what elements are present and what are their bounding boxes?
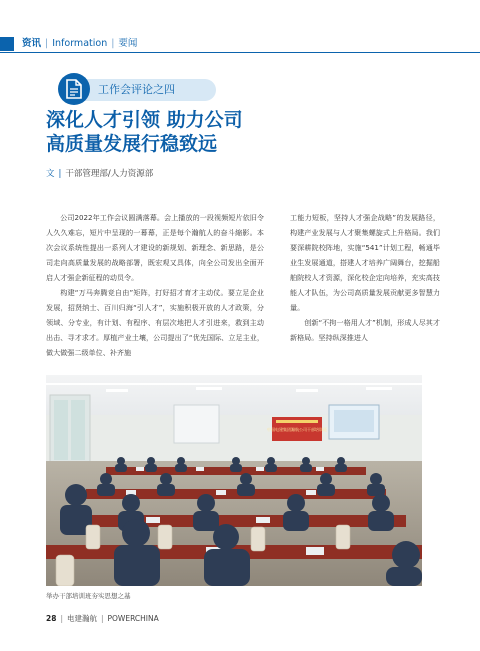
series-badge xyxy=(66,79,216,101)
page-footer xyxy=(46,613,159,625)
title-line-2: 高质量发展行稳致远 xyxy=(46,133,218,155)
photo-caption: 举办干部培训班夯实思想之基 xyxy=(46,592,131,600)
paragraph: 创新“不拘一格用人才”机制，形成人尽其才新格局。坚持纵深推进人 xyxy=(290,318,440,342)
category-name[interactable]: 要闻 xyxy=(118,38,138,49)
article-column-left xyxy=(46,210,264,360)
author-line xyxy=(46,168,153,180)
section-name[interactable]: 资讯 xyxy=(22,38,42,49)
page-number: 28 xyxy=(46,614,57,623)
paragraph: 构建“万马奔腾竞自由”矩阵，打好招才育才主动仗。要立足企业发展，招贤纳士、百川归海“引人才”，实施积极开放的人才政策，分领域、分专业，有计划、有程序、有层次地把人才引进来，救到主动出击、寻才求才。厚植产业土壤，公司提出了“优先国际、立足主业，做大做强二级单位、补齐施 xyxy=(46,288,264,357)
author-name: 干部管理部/人力资源部 xyxy=(65,169,154,179)
breadcrumb-separator: | xyxy=(111,38,115,49)
paragraph: 工能力短板，坚持人才强企战略”的发展路径，构建产业发展与人才聚集螺旋式上升格局。我们要深耕院校阵地，实施“541”计划工程，畅通毕业生发展通道，搭建人才培养广阔舞台，挖掘船舶院校人才资源，深化校企定向培养，充实高技能人才队伍，为公司高质量发展贡献更多智慧力量。 xyxy=(290,213,440,312)
meeting-room-illustration xyxy=(46,375,422,586)
breadcrumb xyxy=(22,37,137,51)
banner-text: 中国电建集团瀚航公司干部培训班 xyxy=(267,427,327,432)
article-column-right xyxy=(290,210,440,345)
article-title xyxy=(46,108,446,156)
paragraph: 公司2022年工作会议圆满落幕。会上播放的一段视频短片依旧令人久久难忘，短片中呈现的一幕幕，正是每个瀚航人的奋斗縮影。本次会议系统性提出一系列人才建设的新规划、新理念、新思路，是公司走向高质量发展的战略部署，既宏观又具体，向全公司发出全面开启人才强企新征程的动员令。 xyxy=(46,213,264,282)
magazine-name-cn: 电建瀚航 xyxy=(66,614,97,623)
meeting-photo xyxy=(46,375,422,586)
header-rule xyxy=(0,52,480,53)
section-name-en[interactable]: Information xyxy=(52,38,108,49)
document-icon xyxy=(58,73,90,105)
footer-separator: | xyxy=(60,614,63,623)
magazine-name-en: POWERCHINA xyxy=(107,614,159,623)
section-marker xyxy=(0,37,14,51)
author-tag: 文 xyxy=(46,169,55,179)
series-label: 工作会评论之四 xyxy=(98,83,175,96)
author-separator: | xyxy=(58,169,62,179)
section-header xyxy=(0,34,480,56)
footer-separator: | xyxy=(100,614,104,623)
breadcrumb-separator: | xyxy=(45,38,49,49)
title-line-1: 深化人才引领 助力公司 xyxy=(46,109,243,131)
